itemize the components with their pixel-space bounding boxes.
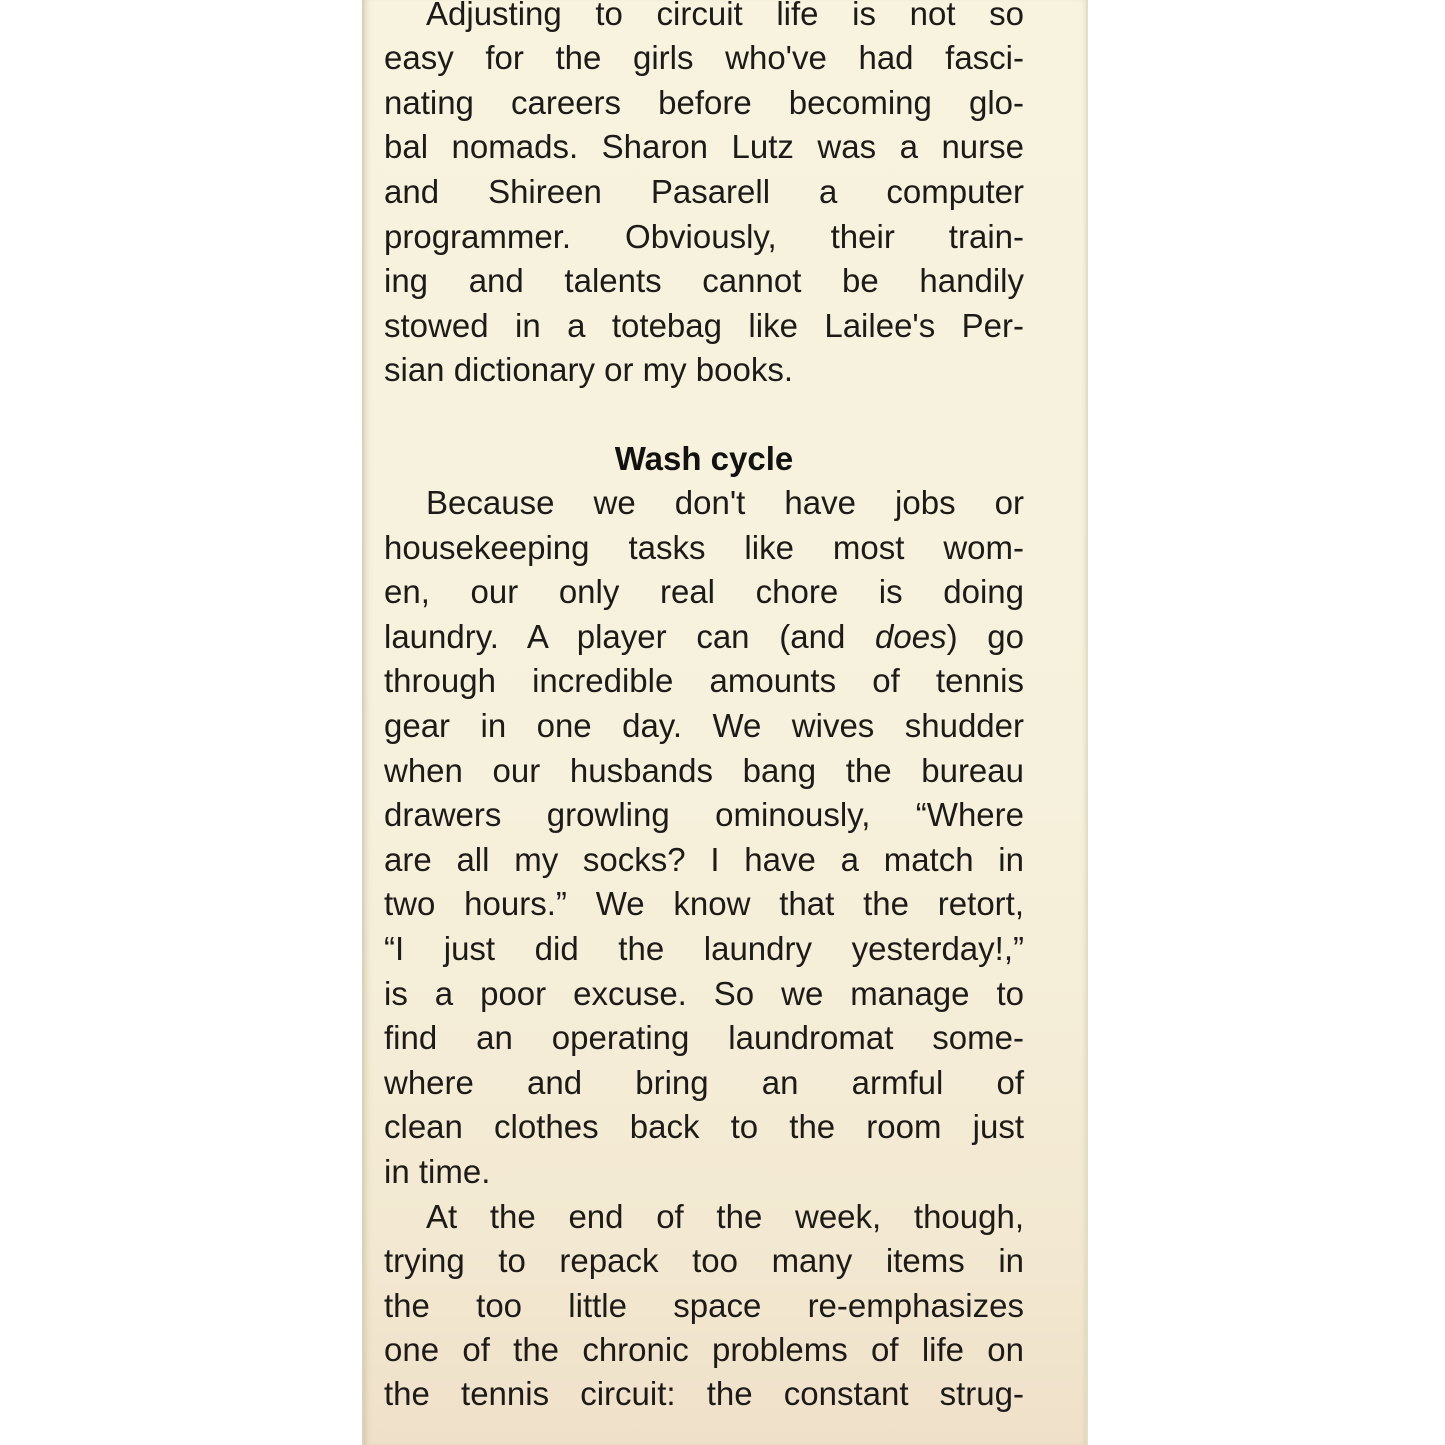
text-line: are all my socks? I have a match in [384, 841, 1024, 878]
text-line: clean clothes back to the room just [384, 1108, 1024, 1145]
text-line [384, 615, 1024, 660]
text-line: the too little space re-emphasizes [384, 1287, 1024, 1324]
section-heading: Wash cycle [614, 440, 794, 477]
text-line: ing and talents cannot be handily [384, 262, 1024, 299]
text-line: Adjusting to circuit life is not so [426, 0, 1024, 32]
text-line: in time. [384, 1153, 491, 1190]
text-line: easy for the girls who've had fasci- [384, 39, 1024, 76]
text-line: housekeeping tasks like most wom- [384, 529, 1024, 566]
text-line: programmer. Obviously, their train- [384, 218, 1024, 255]
text-line: through incredible amounts of tennis [384, 662, 1024, 699]
text-line: drawers growling ominously, “Where [384, 796, 1024, 833]
text-line: bal nomads. Sharon Lutz was a nurse [384, 128, 1024, 165]
text-line-part: ) go [946, 618, 1024, 655]
text-line: sian dictionary or my books. [384, 351, 794, 388]
text-line: two hours.” We know that the retort, [384, 885, 1024, 922]
text-line: en, our only real chore is doing [384, 573, 1024, 610]
text-line: At the end of the week, though, [426, 1198, 1024, 1235]
text-line: one of the chronic problems of life on [384, 1331, 1024, 1368]
text-line: trying to repack too many items in [384, 1242, 1024, 1279]
text-line: gear in one day. We wives shudder [384, 707, 1024, 744]
italic-emphasis: does [875, 618, 947, 655]
text-line: where and bring an armful of [384, 1064, 1024, 1101]
text-line: stowed in a totebag like Lailee's Per- [384, 307, 1024, 344]
text-line: and Shireen Pasarell a computer [384, 173, 1024, 210]
text-line: Because we don't have jobs or [426, 484, 1024, 521]
text-line: the tennis circuit: the constant strug- [384, 1375, 1024, 1412]
text-line: is a poor excuse. So we manage to [384, 975, 1024, 1012]
text-line: “I just did the laundry yesterday!,” [384, 930, 1024, 967]
text-line: find an operating laundromat some- [384, 1019, 1024, 1056]
text-line: nating careers before becoming glo- [384, 84, 1024, 121]
text-line-part: laundry. A player can (and [384, 618, 876, 655]
text-line: when our husbands bang the bureau [384, 752, 1024, 789]
